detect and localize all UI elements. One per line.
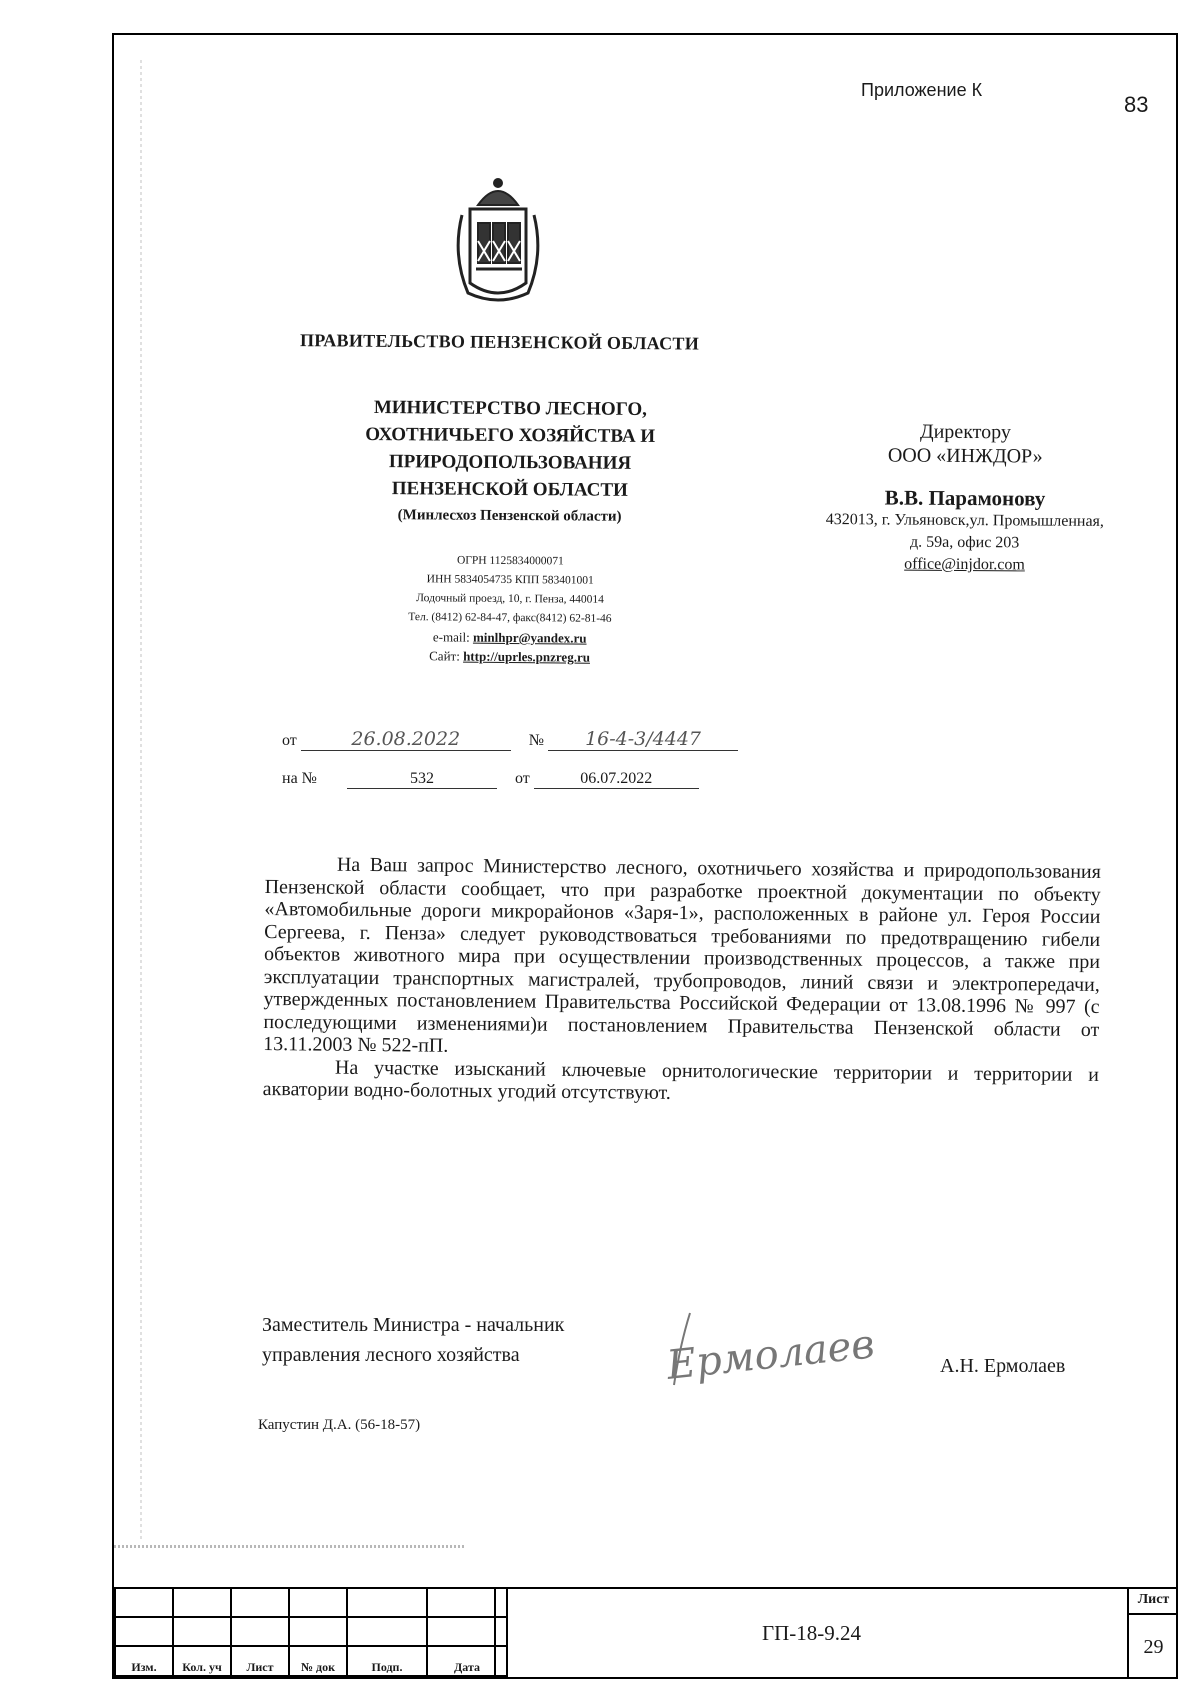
recipient-block <box>764 419 1165 578</box>
recipient-company: ООО «ИНЖДОР» <box>887 444 1043 468</box>
ministry-line: ПЕНЗЕНСКОЙ ОБЛАСТИ <box>391 478 628 501</box>
col-header: Кол. уч <box>173 1646 231 1676</box>
signatory-position-line: управления лесного хозяйства <box>262 1344 520 1366</box>
page-number: 83 <box>1124 92 1149 117</box>
col-header: Дата <box>427 1646 507 1676</box>
from-label: от <box>282 732 297 749</box>
government-title: ПРАВИТЕЛЬСТВО ПЕНЗЕНСКОЙ ОБЛАСТИ <box>299 330 700 354</box>
recipient-address-1: 432013, г. Ульяновск,ул. Промышленная, <box>825 511 1105 530</box>
executor: Капустин Д.А. (56-18-57) <box>258 1417 421 1433</box>
sheet-box <box>1127 1587 1178 1679</box>
registration-row-2 <box>282 770 699 789</box>
from-date: 26.08.2022 <box>301 728 511 751</box>
recipient-email-link[interactable]: office@injdor.com <box>904 555 1025 574</box>
body-paragraph: На участке изысканий ключевые орнитологические территории и территории и акватории водно-болотных угодий отсутствуют. <box>262 1056 1100 1104</box>
col-header: Изм. <box>115 1646 173 1676</box>
recipient-position: Директору <box>919 420 1011 444</box>
sheet-label: Лист <box>1129 1587 1178 1615</box>
letter-body <box>263 853 1101 1109</box>
ministry-block <box>320 394 701 532</box>
title-block-table <box>114 1587 508 1677</box>
scan-edge-bottom <box>114 1545 464 1548</box>
registration-row-1 <box>282 728 738 751</box>
inn-kpp: ИНН 5834054735 КПП 583401001 <box>426 573 594 587</box>
reply-date: 06.07.2022 <box>534 770 699 789</box>
number-label: № <box>528 732 545 749</box>
sheet-number: 29 <box>1143 1635 1164 1658</box>
ministry-line: МИНИСТЕРСТВО ЛЕСНОГО, <box>373 397 647 420</box>
handwritten-signature <box>660 1305 900 1395</box>
ministry-short-name: (Минлесхоз Пензенской области) <box>397 507 622 525</box>
recipient-name: В.В. Парамонову <box>884 485 1046 511</box>
site-label: Сайт: <box>429 648 460 664</box>
ministry-line: ОХОТНИЧЬЕГО ХОЗЯЙСТВА И <box>365 423 656 448</box>
col-header: Подп. <box>347 1646 427 1676</box>
reply-from-label: от <box>514 770 530 787</box>
body-paragraph: На Ваш запрос Министерство лесного, охотничьего хозяйства и природопользования Пензенской области сообщает, что при разработке проектной документации по объекту «Автомобильные дороги микрорайонов «Заря-1», расположенных в районе ул. Героя России Сергеева, г. Пенза» следует руководствоваться требованиями по предотвращению гибели объектов животного мира при осуществлении производственных процессов, а также при эксплуатации транспортных магистралей, трубопроводов, линий связи и электропередачи, утвержденных постановлением Правительства Российской Федерации от 13.08.1996 № 997 (с последующими изменениями)и постановлением Правительства Пензенской области от 13.11.2003 № 522-пП. <box>263 853 1101 1057</box>
col-header: Лист <box>231 1646 289 1676</box>
sender-email-link[interactable]: minlhpr@yandex.ru <box>472 629 587 646</box>
email-label: e-mail: <box>432 629 470 645</box>
recipient-address-2: д. 59а, офис 203 <box>909 533 1020 552</box>
sender-site-link[interactable]: http://uprles.pnzreg.ru <box>463 648 591 665</box>
signature-text: Ермолаев <box>664 1321 877 1389</box>
col-header: № док <box>289 1646 347 1676</box>
sender-address: Лодочный проезд, 10, г. Пенза, 440014 <box>416 592 605 606</box>
scan-edge <box>140 60 142 1540</box>
signatory-position-line: Заместитель Министра - начальник <box>262 1314 565 1336</box>
reply-number: 532 <box>347 770 497 789</box>
signatory-position <box>262 1310 682 1370</box>
sender-requisites <box>345 551 676 668</box>
coat-of-arms-icon <box>448 175 548 310</box>
outgoing-number: 16-4-3/4447 <box>548 728 738 751</box>
ogrn: ОГРН 1125834000071 <box>456 554 564 568</box>
sender-phones: Тел. (8412) 62-84-47, факс(8412) 62-81-46 <box>408 611 612 625</box>
ministry-line: ПРИРОДОПОЛЬЗОВАНИЯ <box>388 451 632 474</box>
appendix-label: Приложение К <box>861 80 983 100</box>
signatory-name: А.Н. Ермолаев <box>940 1355 1066 1377</box>
document-code: ГП-18-9.24 <box>494 1587 1127 1679</box>
reply-label: на № <box>282 770 317 787</box>
